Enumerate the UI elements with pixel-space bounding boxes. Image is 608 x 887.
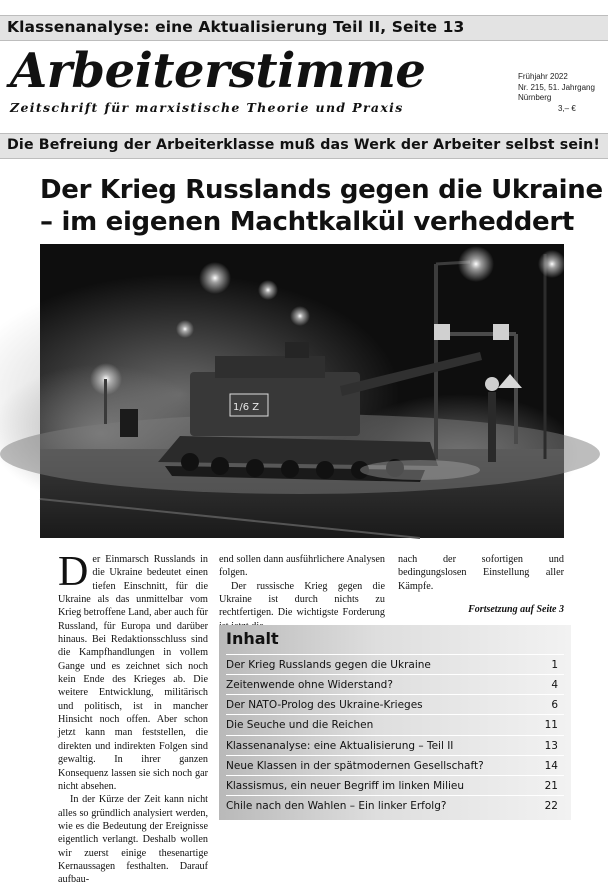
toc-item-page: 14: [544, 760, 558, 772]
toc-item-page: 22: [544, 800, 558, 812]
article-col1-p2: In der Kürze der Zeit kann nicht alles so gründlich analysiert werden, wie es die Bedeutung der Ereignisse eigentlich verlangt. Deshalb wollen wir zuerst einige thesenartige Kernaussagen festhalten. Darauf aufbau-: [58, 794, 208, 886]
article-column-1: [58, 549, 208, 887]
toc-item[interactable]: [226, 674, 564, 694]
headline: [40, 174, 603, 238]
headline-line-2: – im eigenen Machtkalkül verheddert: [40, 207, 575, 237]
masthead-subtitle: Zeitschrift für marxistische Theorie und Praxis: [10, 100, 404, 115]
toc-item-title: Der Krieg Russlands gegen die Ukraine: [226, 659, 431, 671]
issue-number: Nr. 215, 51. Jahrgang: [518, 82, 595, 92]
slogan-text: Die Befreiung der Arbeiterklasse muß das Werk der Arbeiter selbst sein!: [7, 137, 600, 153]
article-column-3: [398, 553, 564, 593]
toc-item[interactable]: [226, 775, 564, 795]
toc-item[interactable]: [226, 694, 564, 714]
slogan-bar: [0, 133, 608, 159]
toc-item-title: Zeitenwende ohne Widerstand?: [226, 679, 393, 691]
issue-info: [518, 72, 602, 114]
article-col1-p1: er Einmarsch Russlands in die Ukraine bedeutet einen tiefen Einschnitt, für die Ukraine als das unmittelbar vom Krieg betroffene Land, aber auch für Russland, für Europa und darüber hinaus. Bei Redaktionsschluss sind die Kampfhandlungen in vollem Gange und es zeichnet sich noch kein Ende des Krieges ab. Die weitere Entwicklung, militärisch und politisch, ist in mancher Hinsicht noch offen. Aber schon jetzt kann man feststellen, die direkten und indirekten Folgen sind gewaltig. In ihrer ganzen Konsequenz lassen sie sich noch gar nicht absehen.: [58, 554, 208, 792]
dropcap: D: [58, 549, 89, 595]
tank-marking: 1/6 Z: [233, 402, 260, 413]
tank-photo: [40, 244, 564, 538]
article-col3-p1: nach der sofortigen und bedingungslosen Einstellung aller Kämpfe.: [398, 554, 564, 592]
toc-item[interactable]: [226, 714, 564, 734]
toc-item-title: Chile nach den Wahlen – Ein linker Erfolg?: [226, 800, 447, 812]
toc-item-title: Neue Klassen in der spätmodernen Gesellschaft?: [226, 760, 484, 772]
article-column-2: [219, 553, 385, 633]
top-banner-text: Klassenanalyse: eine Aktualisierung Teil II, Seite 13: [7, 18, 465, 36]
toc-item-title: Die Seuche und die Reichen: [226, 719, 374, 731]
toc-item[interactable]: [226, 795, 564, 815]
top-banner: [0, 15, 608, 41]
toc-heading: Inhalt: [226, 629, 279, 648]
article-col2-p2: Der russische Krieg gegen die Ukraine ist durch nichts zu rechtfertigen. Die wichtigste Forderung: [219, 580, 385, 619]
toc-item[interactable]: [226, 755, 564, 775]
toc-item-page: 21: [544, 780, 558, 792]
toc-item-page: 4: [551, 679, 558, 691]
toc-item-page: 13: [544, 740, 558, 752]
continued-note[interactable]: Fortsetzung auf Seite 3: [468, 604, 564, 615]
toc-item-title: Klassenanalyse: eine Aktualisierung – Teil II: [226, 740, 454, 752]
headline-line-1: Der Krieg Russlands gegen die Ukraine: [40, 175, 603, 205]
issue-season: Frühjahr 2022: [518, 72, 568, 81]
issue-price: 3,– €: [558, 103, 576, 113]
toc-item-page: 1: [551, 659, 558, 671]
toc-item[interactable]: [226, 654, 564, 674]
toc-item-title: Der NATO-Prolog des Ukraine-Krieges: [226, 699, 423, 711]
toc-item[interactable]: [226, 735, 564, 755]
article-col2-p1: end sollen dann ausführlichere Analysen folgen.: [219, 554, 385, 579]
table-of-contents: [219, 625, 571, 820]
toc-item-title: Klassismus, ein neuer Begriff im linken Milieu: [226, 780, 465, 792]
toc-item-page: 11: [544, 719, 558, 731]
issue-city: Nürnberg: [518, 93, 552, 102]
toc-item-page: 6: [551, 699, 558, 711]
masthead-title: Arbeiterstimme: [10, 43, 426, 99]
